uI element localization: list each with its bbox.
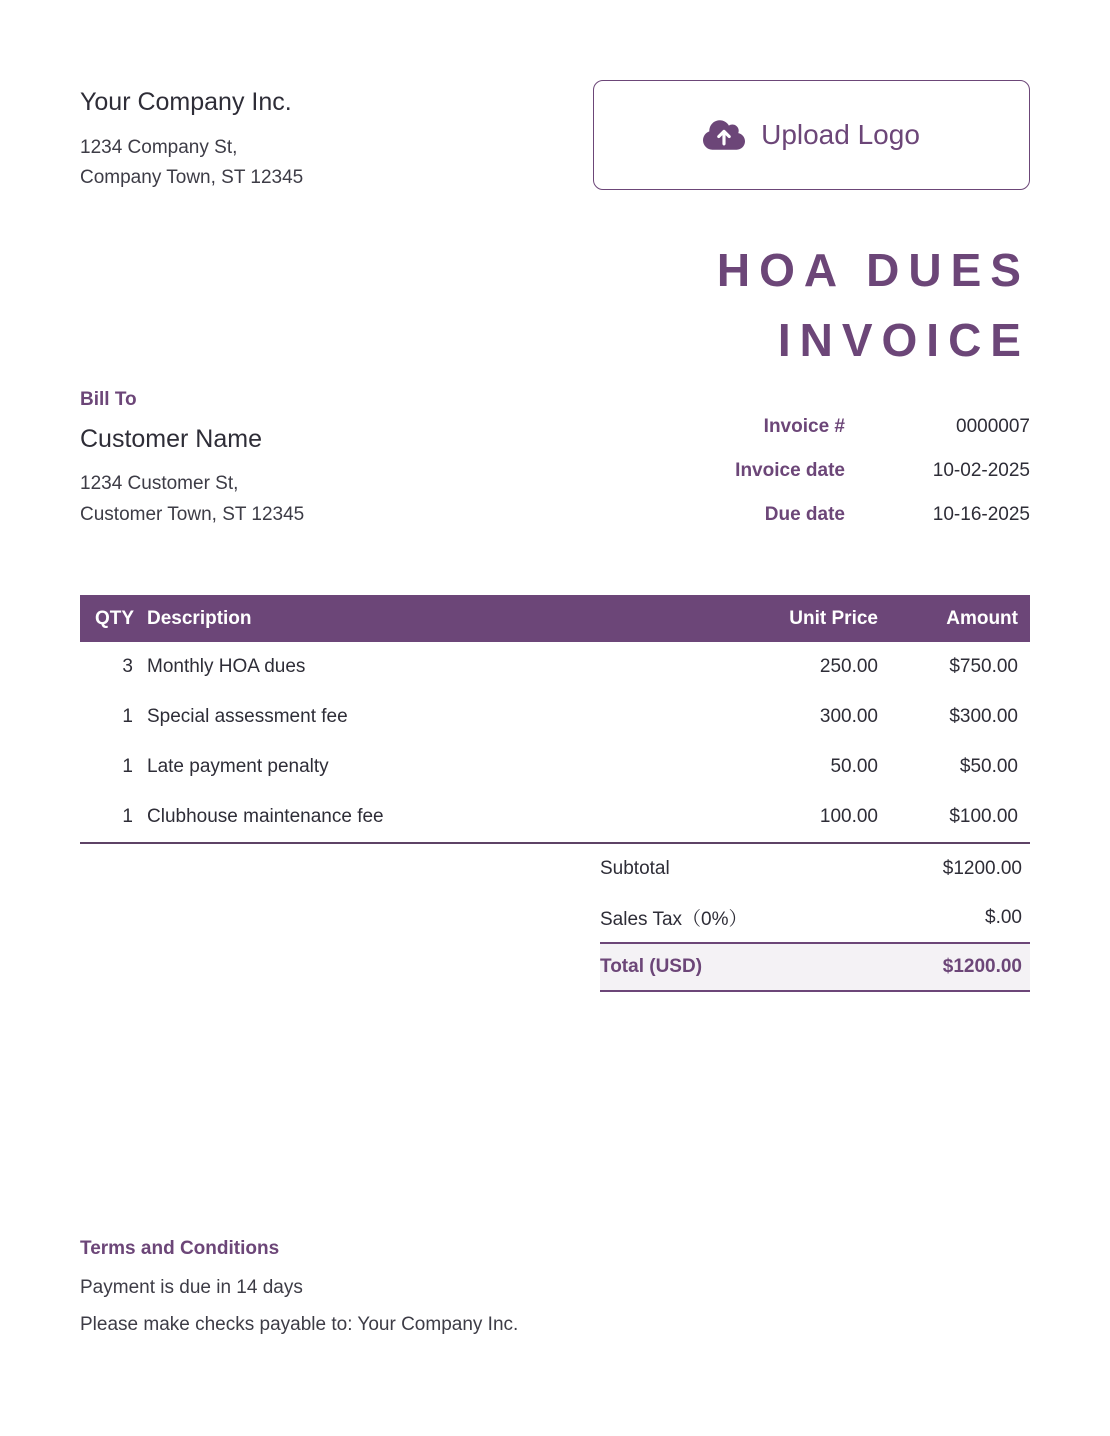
item-description: Monthly HOA dues [147,656,306,677]
terms-line1: Payment is due in 14 days [80,1277,303,1298]
amount-column-header: Amount [946,607,1018,629]
total-value: $1200.00 [942,956,1022,977]
description-column-header: Description [147,607,252,629]
item-unit-price: 300.00 [819,706,878,727]
sales-tax-value: $.00 [985,906,1022,928]
table-row [80,642,1030,692]
items-table [80,595,1030,844]
company-block [80,88,303,193]
upload-logo-button[interactable] [593,80,1030,190]
items-table-header [80,595,1030,642]
customer-name: Customer Name [80,425,262,453]
subtotal-row [600,844,1030,893]
table-row [80,692,1030,742]
invoice-title-line2: INVOICE [777,314,1030,366]
item-amount: $300.00 [949,706,1018,727]
company-address-line2: Company Town, ST 12345 [80,167,304,188]
qty-column-header: QTY [95,607,135,629]
invoice-date-value: 10-02-2025 [932,460,1030,481]
item-description: Clubhouse maintenance fee [147,806,384,827]
item-description: Special assessment fee [147,706,348,727]
due-date-row [735,493,1030,537]
item-amount: $100.00 [949,806,1018,827]
cloud-upload-icon [703,118,745,152]
bill-to-block [80,389,304,537]
invoice-title-line1: HOA DUES [716,244,1030,296]
item-qty: 3 [122,656,133,677]
sales-tax-row [600,893,1030,942]
item-amount: $750.00 [949,656,1018,677]
totals-section [600,844,1030,992]
invoice-meta [735,389,1030,537]
due-date-label: Due date [764,504,845,525]
item-unit-price: 250.00 [819,656,878,677]
subtotal-label: Subtotal [600,857,670,879]
item-amount: $50.00 [959,756,1018,777]
terms-line2: Please make checks payable to: Your Company Inc. [80,1314,519,1335]
items-table-body [80,642,1030,844]
company-name: Your Company Inc. [80,88,292,116]
terms-section [80,1238,1030,1339]
total-label: Total (USD) [600,956,703,977]
item-unit-price: 100.00 [819,806,878,827]
info-section [80,389,1030,537]
item-qty: 1 [122,756,133,777]
invoice-number-value: 0000007 [956,416,1030,437]
unit-price-column-header: Unit Price [789,607,878,629]
terms-heading: Terms and Conditions [80,1238,280,1259]
customer-address-line1: 1234 Customer St, [80,473,239,494]
company-address-line1: 1234 Company St, [80,137,238,158]
total-row [600,942,1030,992]
invoice-date-label: Invoice date [735,460,845,481]
subtotal-value: $1200.00 [942,857,1022,879]
invoice-number-row [735,405,1030,449]
table-row [80,792,1030,842]
item-qty: 1 [122,806,133,827]
invoice-date-row [735,449,1030,493]
item-unit-price: 50.00 [830,756,878,777]
header [80,88,1030,193]
upload-logo-label: Upload Logo [761,119,920,150]
bill-to-label: Bill To [80,389,137,410]
item-description: Late payment penalty [147,756,329,777]
table-row [80,742,1030,792]
invoice-title [80,235,1030,375]
item-qty: 1 [122,706,133,727]
sales-tax-label: Sales Tax（0%） [600,909,748,930]
due-date-value: 10-16-2025 [932,504,1030,525]
customer-address-line2: Customer Town, ST 12345 [80,504,305,525]
invoice-number-label: Invoice # [763,416,845,437]
